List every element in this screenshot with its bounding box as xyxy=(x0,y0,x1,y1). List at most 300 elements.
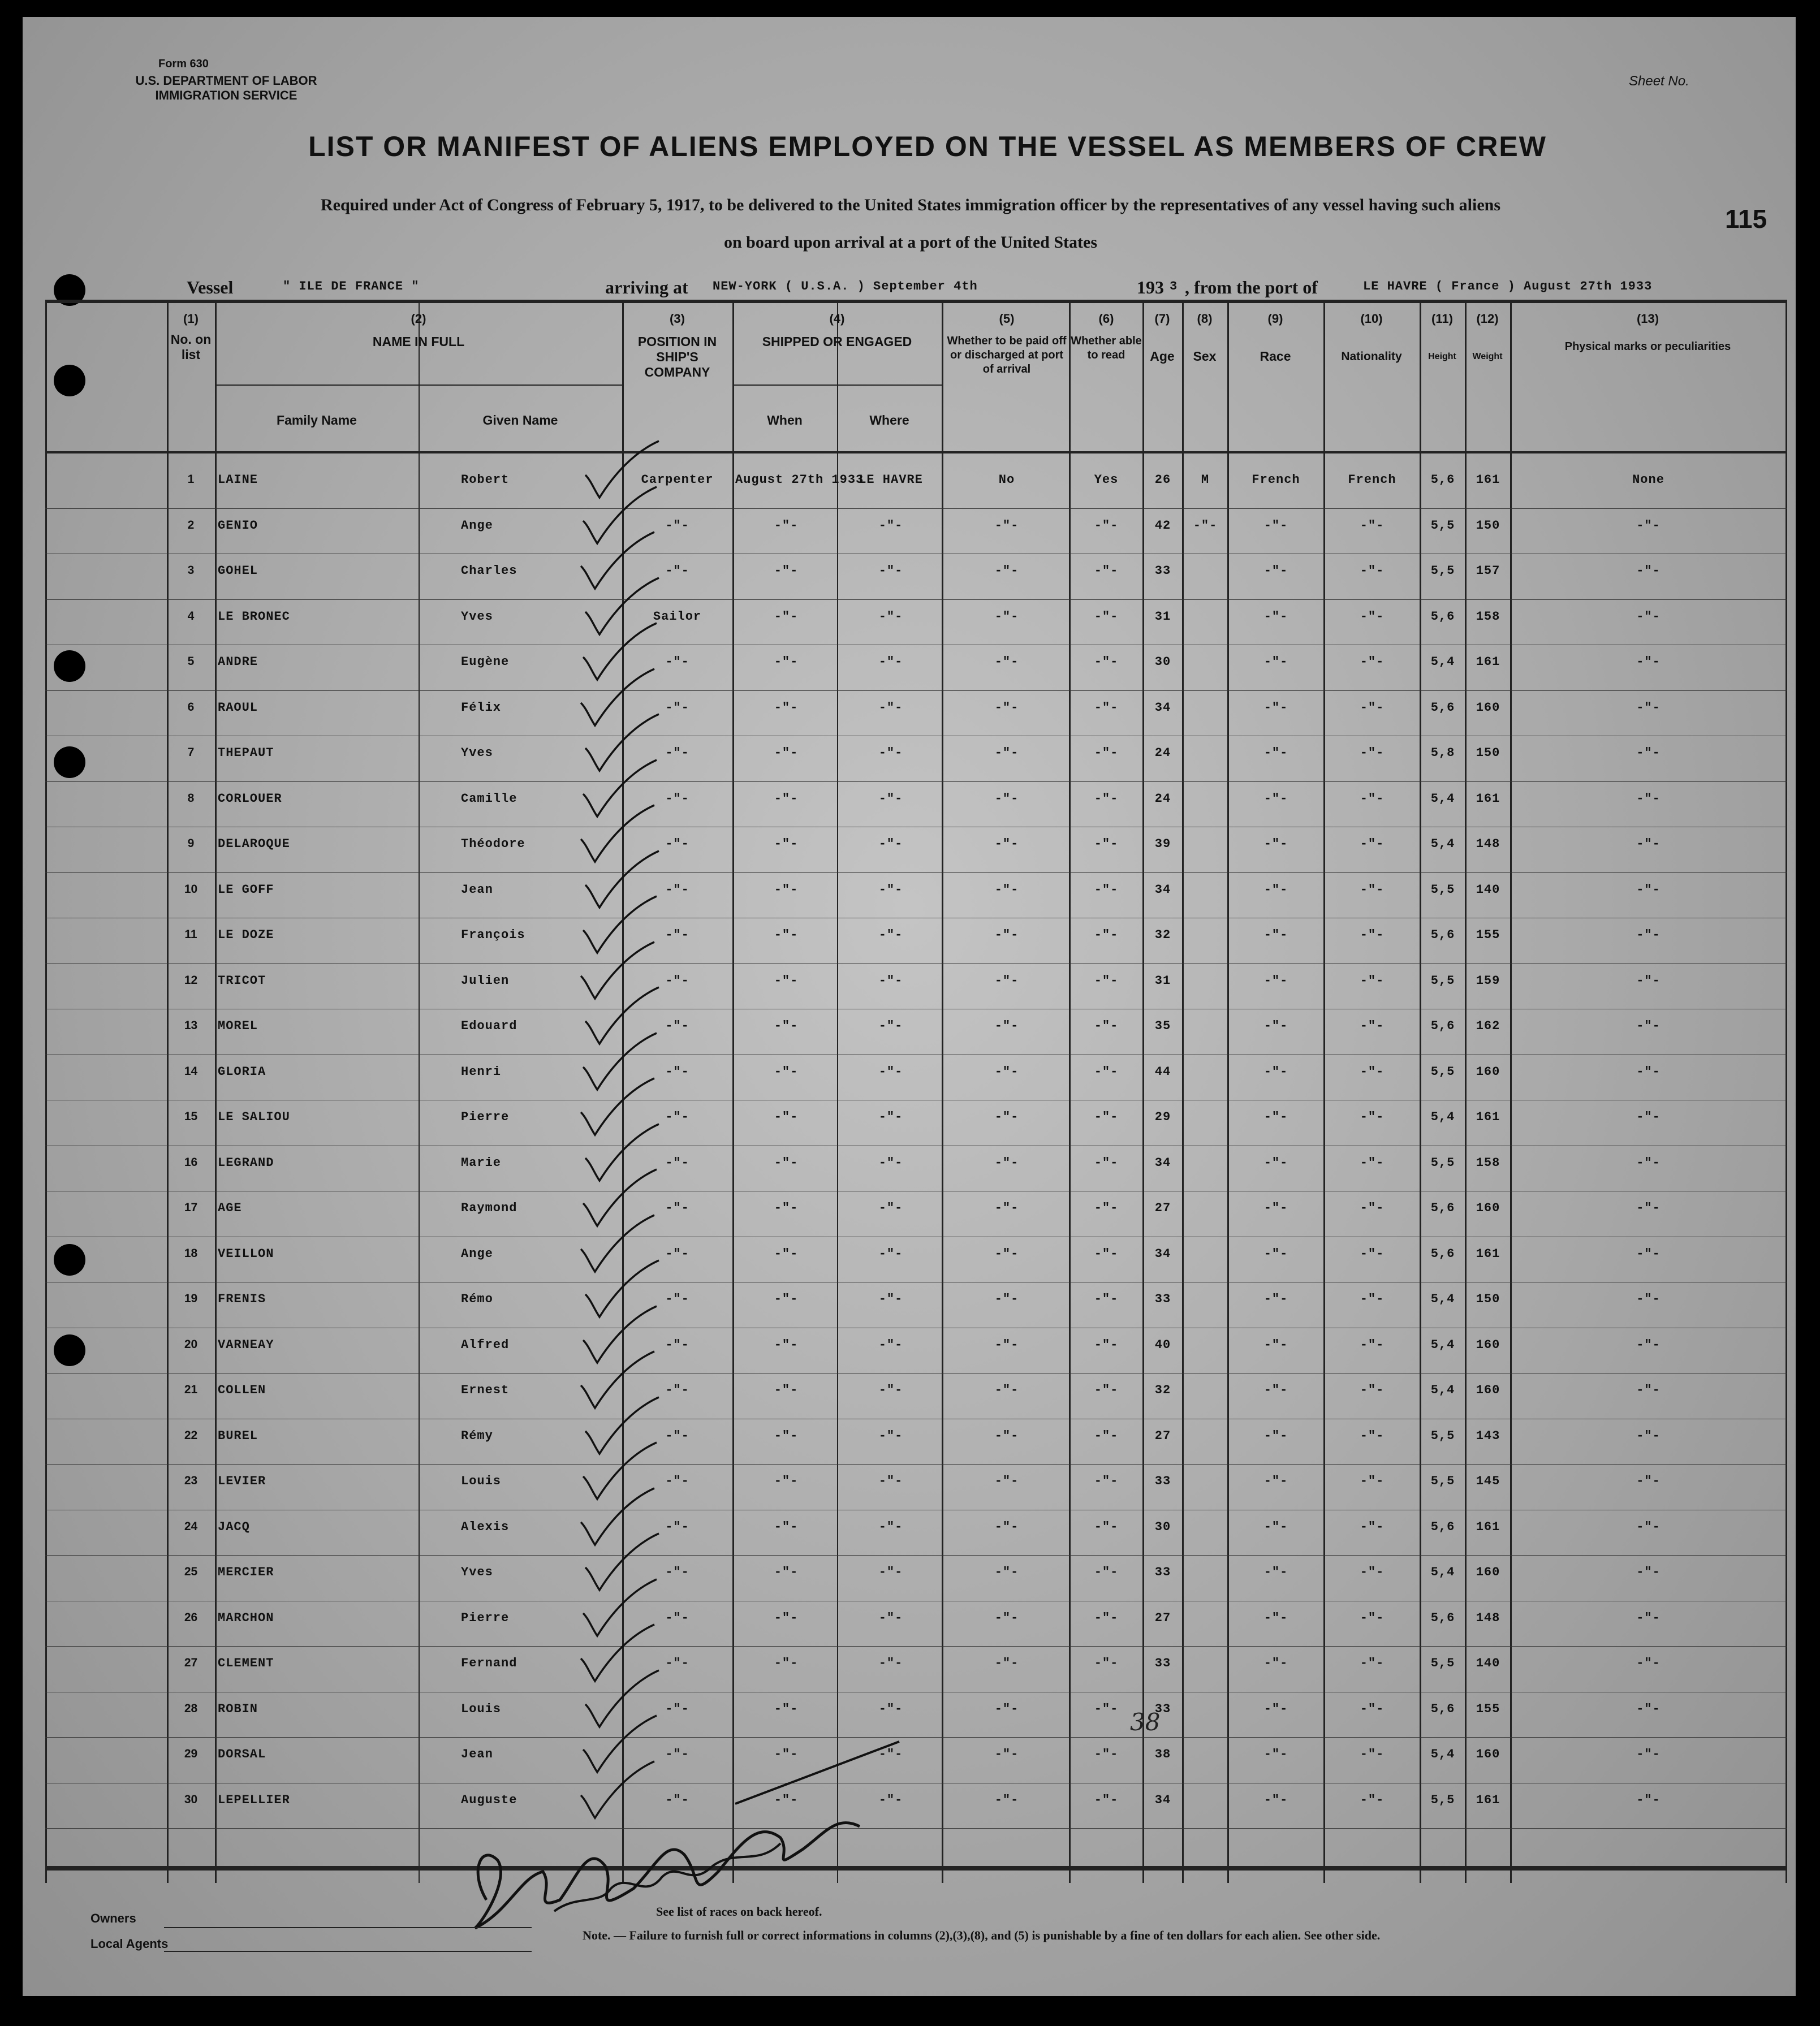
cell-nationality: -"- xyxy=(1360,882,1385,897)
cell-able-to-read: -"- xyxy=(1094,1656,1119,1670)
cell-able-to-read: -"- xyxy=(1094,1337,1119,1352)
cell-nationality: -"- xyxy=(1360,564,1385,578)
cell-able-to-read: -"- xyxy=(1094,564,1119,578)
cell-physical-marks: None xyxy=(1632,473,1664,487)
cell-height: 5,6 xyxy=(1430,609,1455,624)
cell-able-to-read: -"- xyxy=(1094,1155,1119,1170)
table-row xyxy=(45,874,1787,919)
cell-weight: 161 xyxy=(1476,655,1500,669)
cell-race: -"- xyxy=(1263,746,1288,760)
cell-race: -"- xyxy=(1263,1701,1288,1716)
cell-height: 5,8 xyxy=(1430,746,1455,760)
cell-family-name: LEGRAND xyxy=(218,1155,274,1170)
cell-weight: 148 xyxy=(1476,1610,1500,1625)
cell-age: 32 xyxy=(1154,1383,1171,1397)
cell-nationality: -"- xyxy=(1360,973,1385,988)
cell-weight: 150 xyxy=(1476,746,1500,760)
cell-age: 34 xyxy=(1154,1246,1171,1261)
cell-family-name: AGE xyxy=(218,1201,242,1215)
cell-family-name: DORSAL xyxy=(218,1747,266,1761)
cell-height: 5,6 xyxy=(1430,928,1455,942)
cell-where: -"- xyxy=(878,1428,903,1443)
cell-age: 33 xyxy=(1154,1565,1171,1579)
cell-nationality: -"- xyxy=(1360,1110,1385,1124)
cell-given-name: Edouard xyxy=(461,1019,517,1033)
cell-height: 5,4 xyxy=(1430,1292,1455,1306)
cell-weight: 140 xyxy=(1476,1656,1500,1670)
vessel-label: Vessel xyxy=(187,277,234,297)
cell-family-name: LE BRONEC xyxy=(218,609,290,624)
cell-when: -"- xyxy=(774,1292,799,1306)
cell-given-name: Eugène xyxy=(461,655,510,669)
cell-position: Carpenter xyxy=(641,473,714,487)
owners-line xyxy=(164,1927,532,1928)
cell-able-to-read: -"- xyxy=(1094,1792,1119,1807)
cell-age: 26 xyxy=(1154,473,1171,487)
cell-weight: 155 xyxy=(1476,1701,1500,1716)
cell-weight: 140 xyxy=(1476,882,1500,897)
cell-family-name: LE SALIOU xyxy=(218,1110,290,1124)
cell-able-to-read: -"- xyxy=(1094,1747,1119,1761)
cell-race: -"- xyxy=(1263,791,1288,806)
col6-header xyxy=(1070,311,1142,362)
cell-height: 5,4 xyxy=(1430,1337,1455,1352)
cell-age: 24 xyxy=(1154,791,1171,806)
cell-paid-off: -"- xyxy=(994,564,1019,578)
cell-race: -"- xyxy=(1263,609,1288,624)
col8-label: Sex xyxy=(1193,349,1217,364)
cell-family-name: GOHEL xyxy=(218,564,258,578)
cell-race: -"- xyxy=(1263,1565,1288,1579)
cell-given-name: Jean xyxy=(461,882,493,897)
cell-paid-off: -"- xyxy=(994,837,1019,851)
cell-height: 5,4 xyxy=(1430,1565,1455,1579)
cell-given-name: Julien xyxy=(461,973,510,988)
col3-label: POSITION IN SHIP'S COMPANY xyxy=(637,334,717,379)
cell-race: -"- xyxy=(1263,564,1288,578)
cell-no: 26 xyxy=(184,1610,198,1624)
cell-when: -"- xyxy=(774,1610,799,1625)
col1-label: No. on list xyxy=(170,332,212,362)
col7-label: Age xyxy=(1150,349,1175,364)
cell-position: -"- xyxy=(665,700,689,715)
cell-weight: 158 xyxy=(1476,609,1500,624)
cell-position: -"- xyxy=(665,1565,689,1579)
cell-race: -"- xyxy=(1263,837,1288,851)
cell-no: 15 xyxy=(184,1110,198,1123)
cell-age: 29 xyxy=(1154,1110,1171,1124)
cell-nationality: -"- xyxy=(1360,1565,1385,1579)
cell-height: 5,4 xyxy=(1430,1383,1455,1397)
cell-age: 33 xyxy=(1154,1474,1171,1488)
cell-physical-marks: -"- xyxy=(1636,564,1661,578)
cell-paid-off: -"- xyxy=(994,655,1019,669)
col12-number: (12) xyxy=(1476,312,1499,326)
cell-family-name: MERCIER xyxy=(218,1565,274,1579)
cell-nationality: -"- xyxy=(1360,700,1385,715)
col11-header xyxy=(1420,311,1465,364)
cell-able-to-read: -"- xyxy=(1094,1110,1119,1124)
cell-weight: 145 xyxy=(1476,1474,1500,1488)
cell-no: 8 xyxy=(187,791,195,805)
cell-paid-off: -"- xyxy=(994,1792,1019,1807)
cell-physical-marks: -"- xyxy=(1636,791,1661,806)
cell-where: -"- xyxy=(878,1110,903,1124)
cell-when: -"- xyxy=(774,882,799,897)
cell-position: -"- xyxy=(665,882,689,897)
cell-family-name: COLLEN xyxy=(218,1383,266,1397)
cell-paid-off: -"- xyxy=(994,1155,1019,1170)
cell-paid-off: -"- xyxy=(994,973,1019,988)
cell-when: -"- xyxy=(774,1337,799,1352)
cell-age: 40 xyxy=(1154,1337,1171,1352)
table-row xyxy=(45,1465,1787,1510)
cell-position: -"- xyxy=(665,1792,689,1807)
subtitle-line-2: on board upon arrival at a port of the United States xyxy=(723,233,1097,252)
cell-height: 5,5 xyxy=(1430,1155,1455,1170)
cell-race: -"- xyxy=(1263,882,1288,897)
col2-label: NAME IN FULL xyxy=(372,334,465,349)
cell-nationality: -"- xyxy=(1360,1155,1385,1170)
cell-no: 11 xyxy=(184,928,197,941)
footer-note xyxy=(583,1928,1380,1943)
cell-position: -"- xyxy=(665,1246,689,1261)
cell-no: 14 xyxy=(184,1064,198,1078)
cell-age: 44 xyxy=(1154,1064,1171,1079)
cell-where: -"- xyxy=(878,837,903,851)
col7-header xyxy=(1142,311,1182,364)
cell-no: 27 xyxy=(184,1656,198,1669)
table-row xyxy=(45,1147,1787,1192)
cell-position: -"- xyxy=(665,928,689,942)
col10-label: Nationality xyxy=(1341,350,1402,363)
cell-family-name: DELAROQUE xyxy=(218,837,290,851)
cell-paid-off: -"- xyxy=(994,1064,1019,1079)
col4-number: (4) xyxy=(829,312,845,326)
cell-height: 5,5 xyxy=(1430,1474,1455,1488)
cell-no: 29 xyxy=(184,1747,198,1760)
cell-when: -"- xyxy=(774,518,799,533)
table-row xyxy=(45,1101,1787,1146)
table-row xyxy=(45,1056,1787,1101)
col3-header xyxy=(622,311,732,380)
table-row xyxy=(45,1556,1787,1601)
cell-age: 31 xyxy=(1154,609,1171,624)
table-row xyxy=(45,464,1787,509)
table-row xyxy=(45,1283,1787,1328)
cell-race: -"- xyxy=(1263,1201,1288,1215)
col10-header xyxy=(1323,311,1420,364)
cell-age: 33 xyxy=(1154,1701,1171,1716)
cell-given-name: Ange xyxy=(461,518,493,533)
cell-position: -"- xyxy=(665,518,689,533)
cell-nationality: -"- xyxy=(1360,1019,1385,1033)
col2-number: (2) xyxy=(411,312,426,326)
cell-nationality: -"- xyxy=(1360,1201,1385,1215)
cell-paid-off: -"- xyxy=(994,1292,1019,1306)
cell-where: -"- xyxy=(878,700,903,715)
cell-able-to-read: -"- xyxy=(1094,1201,1119,1215)
shipped-subheader-rule xyxy=(732,385,942,386)
cell-physical-marks: -"- xyxy=(1636,1383,1661,1397)
cell-physical-marks: -"- xyxy=(1636,1337,1661,1352)
cell-race: -"- xyxy=(1263,1019,1288,1033)
col4-header xyxy=(732,311,942,349)
cell-height: 5,6 xyxy=(1430,1610,1455,1625)
cell-height: 5,5 xyxy=(1430,973,1455,988)
from-port-value: LE HAVRE ( France ) August 27th 1933 xyxy=(1363,279,1653,293)
cell-height: 5,4 xyxy=(1430,837,1455,851)
cell-race: -"- xyxy=(1263,518,1288,533)
cell-race: -"- xyxy=(1263,1110,1288,1124)
cell-able-to-read: -"- xyxy=(1094,518,1119,533)
cell-family-name: CORLOUER xyxy=(218,791,282,806)
cell-when: -"- xyxy=(774,746,799,760)
cell-given-name: François xyxy=(461,928,525,942)
cell-race: -"- xyxy=(1263,1428,1288,1443)
cell-no: 23 xyxy=(184,1474,198,1487)
cell-weight: 160 xyxy=(1476,700,1500,715)
handwritten-age: 38 xyxy=(1130,1708,1161,1736)
cell-race: -"- xyxy=(1263,1155,1288,1170)
cell-physical-marks: -"- xyxy=(1636,1110,1661,1124)
vessel-line xyxy=(187,277,1770,300)
cell-when: -"- xyxy=(774,1565,799,1579)
cell-able-to-read: -"- xyxy=(1094,1019,1119,1033)
vessel-name: " ILE DE FRANCE " xyxy=(283,279,420,293)
cell-age: 27 xyxy=(1154,1610,1171,1625)
cell-position: -"- xyxy=(665,1474,689,1488)
cell-when: -"- xyxy=(774,1383,799,1397)
cell-position: -"- xyxy=(665,973,689,988)
cell-family-name: JACQ xyxy=(218,1519,250,1534)
col12-header xyxy=(1465,311,1510,364)
cell-nationality: -"- xyxy=(1360,928,1385,942)
cell-nationality: -"- xyxy=(1360,1701,1385,1716)
cell-race: -"- xyxy=(1263,1519,1288,1534)
cell-given-name: Théodore xyxy=(461,837,525,851)
col9-number: (9) xyxy=(1267,312,1283,326)
cell-paid-off: -"- xyxy=(994,1747,1019,1761)
cell-when: -"- xyxy=(774,609,799,624)
cell-when: -"- xyxy=(774,1110,799,1124)
cell-where: LE HAVRE xyxy=(859,473,923,487)
cell-position: -"- xyxy=(665,1610,689,1625)
cell-able-to-read: -"- xyxy=(1094,1064,1119,1079)
cell-race: -"- xyxy=(1263,1246,1288,1261)
cell-position: Sailor xyxy=(653,609,702,624)
cell-nationality: -"- xyxy=(1360,1246,1385,1261)
col9-header xyxy=(1227,311,1323,364)
cell-physical-marks: -"- xyxy=(1636,1155,1661,1170)
cell-age: 39 xyxy=(1154,837,1171,851)
cell-where: -"- xyxy=(878,518,903,533)
table-row xyxy=(45,828,1787,873)
cell-height: 5,5 xyxy=(1430,518,1455,533)
cell-able-to-read: -"- xyxy=(1094,1610,1119,1625)
cell-height: 5,6 xyxy=(1430,1246,1455,1261)
col8-number: (8) xyxy=(1197,312,1213,326)
cell-given-name: Rémy xyxy=(461,1428,493,1443)
cell-age: 33 xyxy=(1154,1292,1171,1306)
cell-race: -"- xyxy=(1263,1383,1288,1397)
cell-physical-marks: -"- xyxy=(1636,1792,1661,1807)
table-top-rule xyxy=(45,300,1787,303)
cell-age: 42 xyxy=(1154,518,1171,533)
cell-no: 28 xyxy=(184,1701,198,1715)
table-row xyxy=(45,737,1787,782)
col5-label: Whether to be paid off or discharged at port of arrival xyxy=(947,335,1067,375)
cell-race: -"- xyxy=(1263,1792,1288,1807)
cell-when: -"- xyxy=(774,1201,799,1215)
cell-physical-marks: -"- xyxy=(1636,1610,1661,1625)
cell-position: -"- xyxy=(665,1656,689,1670)
cell-when: -"- xyxy=(774,928,799,942)
cell-paid-off: -"- xyxy=(994,928,1019,942)
cell-position: -"- xyxy=(665,1519,689,1534)
col5-number: (5) xyxy=(999,312,1015,326)
row-rule xyxy=(45,781,1787,782)
cell-position: -"- xyxy=(665,1292,689,1306)
cell-when: -"- xyxy=(774,655,799,669)
cell-no: 9 xyxy=(187,837,195,850)
cell-height: 5,6 xyxy=(1430,1701,1455,1716)
cell-nationality: -"- xyxy=(1360,1474,1385,1488)
cell-paid-off: No xyxy=(998,473,1015,487)
cell-weight: 159 xyxy=(1476,973,1500,988)
document-subtitle xyxy=(57,187,1765,261)
cell-where: -"- xyxy=(878,1337,903,1352)
cell-weight: 161 xyxy=(1476,1792,1500,1807)
cell-given-name: Yves xyxy=(461,609,493,624)
cell-where: -"- xyxy=(878,1201,903,1215)
cell-nationality: -"- xyxy=(1360,655,1385,669)
cell-where: -"- xyxy=(878,1019,903,1033)
cell-height: 5,4 xyxy=(1430,791,1455,806)
cell-weight: 160 xyxy=(1476,1747,1500,1761)
cell-physical-marks: -"- xyxy=(1636,1201,1661,1215)
col8-header xyxy=(1182,311,1227,364)
cell-where: -"- xyxy=(878,973,903,988)
cell-able-to-read: -"- xyxy=(1094,837,1119,851)
cell-nationality: -"- xyxy=(1360,1064,1385,1079)
table-row xyxy=(45,1329,1787,1374)
cell-able-to-read: -"- xyxy=(1094,973,1119,988)
agents-line xyxy=(164,1951,532,1952)
cell-paid-off: -"- xyxy=(994,1565,1019,1579)
cell-paid-off: -"- xyxy=(994,791,1019,806)
table-row xyxy=(45,919,1787,964)
table-row xyxy=(45,555,1787,600)
cell-position: -"- xyxy=(665,837,689,851)
col11-label: Height xyxy=(1428,352,1456,361)
cell-where: -"- xyxy=(878,564,903,578)
cell-race: -"- xyxy=(1263,655,1288,669)
cell-where: -"- xyxy=(878,1565,903,1579)
cell-weight: 158 xyxy=(1476,1155,1500,1170)
cell-paid-off: -"- xyxy=(994,518,1019,533)
cell-when: -"- xyxy=(774,1246,799,1261)
cell-physical-marks: -"- xyxy=(1636,1474,1661,1488)
cell-no: 17 xyxy=(184,1201,198,1214)
table-row xyxy=(45,692,1787,737)
cell-age: 35 xyxy=(1154,1019,1171,1033)
col13-number: (13) xyxy=(1636,312,1659,326)
cell-race: -"- xyxy=(1263,928,1288,942)
cell-weight: 160 xyxy=(1476,1201,1500,1215)
cell-family-name: MOREL xyxy=(218,1019,258,1033)
cell-age: 27 xyxy=(1154,1201,1171,1215)
cell-position: -"- xyxy=(665,1428,689,1443)
cell-family-name: TRICOT xyxy=(218,973,266,988)
cell-when: -"- xyxy=(774,1701,799,1716)
cell-weight: 160 xyxy=(1476,1565,1500,1579)
cell-age: 30 xyxy=(1154,655,1171,669)
cell-when: -"- xyxy=(774,1428,799,1443)
cell-physical-marks: -"- xyxy=(1636,746,1661,760)
cell-where: -"- xyxy=(878,1246,903,1261)
cell-position: -"- xyxy=(665,1747,689,1761)
form-number: Form 630 xyxy=(158,58,209,70)
cell-where: -"- xyxy=(878,609,903,624)
header-bottom-rule xyxy=(45,451,1787,453)
col11-number: (11) xyxy=(1431,312,1453,326)
cell-weight: 160 xyxy=(1476,1383,1500,1397)
cell-age: 34 xyxy=(1154,882,1171,897)
cell-physical-marks: -"- xyxy=(1636,1656,1661,1670)
cell-no: 13 xyxy=(184,1019,198,1032)
cell-no: 21 xyxy=(184,1383,198,1396)
cell-weight: 161 xyxy=(1476,473,1500,487)
cell-no: 24 xyxy=(184,1519,198,1533)
cell-when: -"- xyxy=(774,791,799,806)
cell-weight: 160 xyxy=(1476,1337,1500,1352)
cell-family-name: ANDRE xyxy=(218,655,258,669)
cell-position: -"- xyxy=(665,1337,689,1352)
col1-number: (1) xyxy=(183,312,199,326)
cell-when: -"- xyxy=(774,564,799,578)
cell-height: 5,6 xyxy=(1430,1019,1455,1033)
cell-given-name: Ernest xyxy=(461,1383,510,1397)
cell-paid-off: -"- xyxy=(994,1428,1019,1443)
service-name: IMMIGRATION SERVICE xyxy=(155,88,297,102)
cell-where: -"- xyxy=(878,928,903,942)
cell-when: -"- xyxy=(774,700,799,715)
cell-able-to-read: -"- xyxy=(1094,1383,1119,1397)
cell-family-name: THEPAUT xyxy=(218,746,274,760)
table-row xyxy=(45,1192,1787,1237)
cell-able-to-read: Yes xyxy=(1094,473,1119,487)
cell-nationality: -"- xyxy=(1360,1428,1385,1443)
cell-no: 22 xyxy=(184,1428,198,1442)
cell-race: -"- xyxy=(1263,1656,1288,1670)
cell-paid-off: -"- xyxy=(994,1474,1019,1488)
cell-able-to-read: -"- xyxy=(1094,1428,1119,1443)
cell-given-name: Henri xyxy=(461,1064,502,1079)
cell-physical-marks: -"- xyxy=(1636,609,1661,624)
row-rule xyxy=(45,1646,1787,1647)
cell-paid-off: -"- xyxy=(994,700,1019,715)
cell-family-name: GLORIA xyxy=(218,1064,266,1079)
cell-where: -"- xyxy=(878,1656,903,1670)
cell-given-name: Pierre xyxy=(461,1110,510,1124)
cell-nationality: -"- xyxy=(1360,609,1385,624)
cell-family-name: LAINE xyxy=(218,473,258,487)
cell-where: -"- xyxy=(878,791,903,806)
cell-paid-off: -"- xyxy=(994,1519,1019,1534)
cell-age: 34 xyxy=(1154,1155,1171,1170)
cell-family-name: ROBIN xyxy=(218,1701,258,1716)
